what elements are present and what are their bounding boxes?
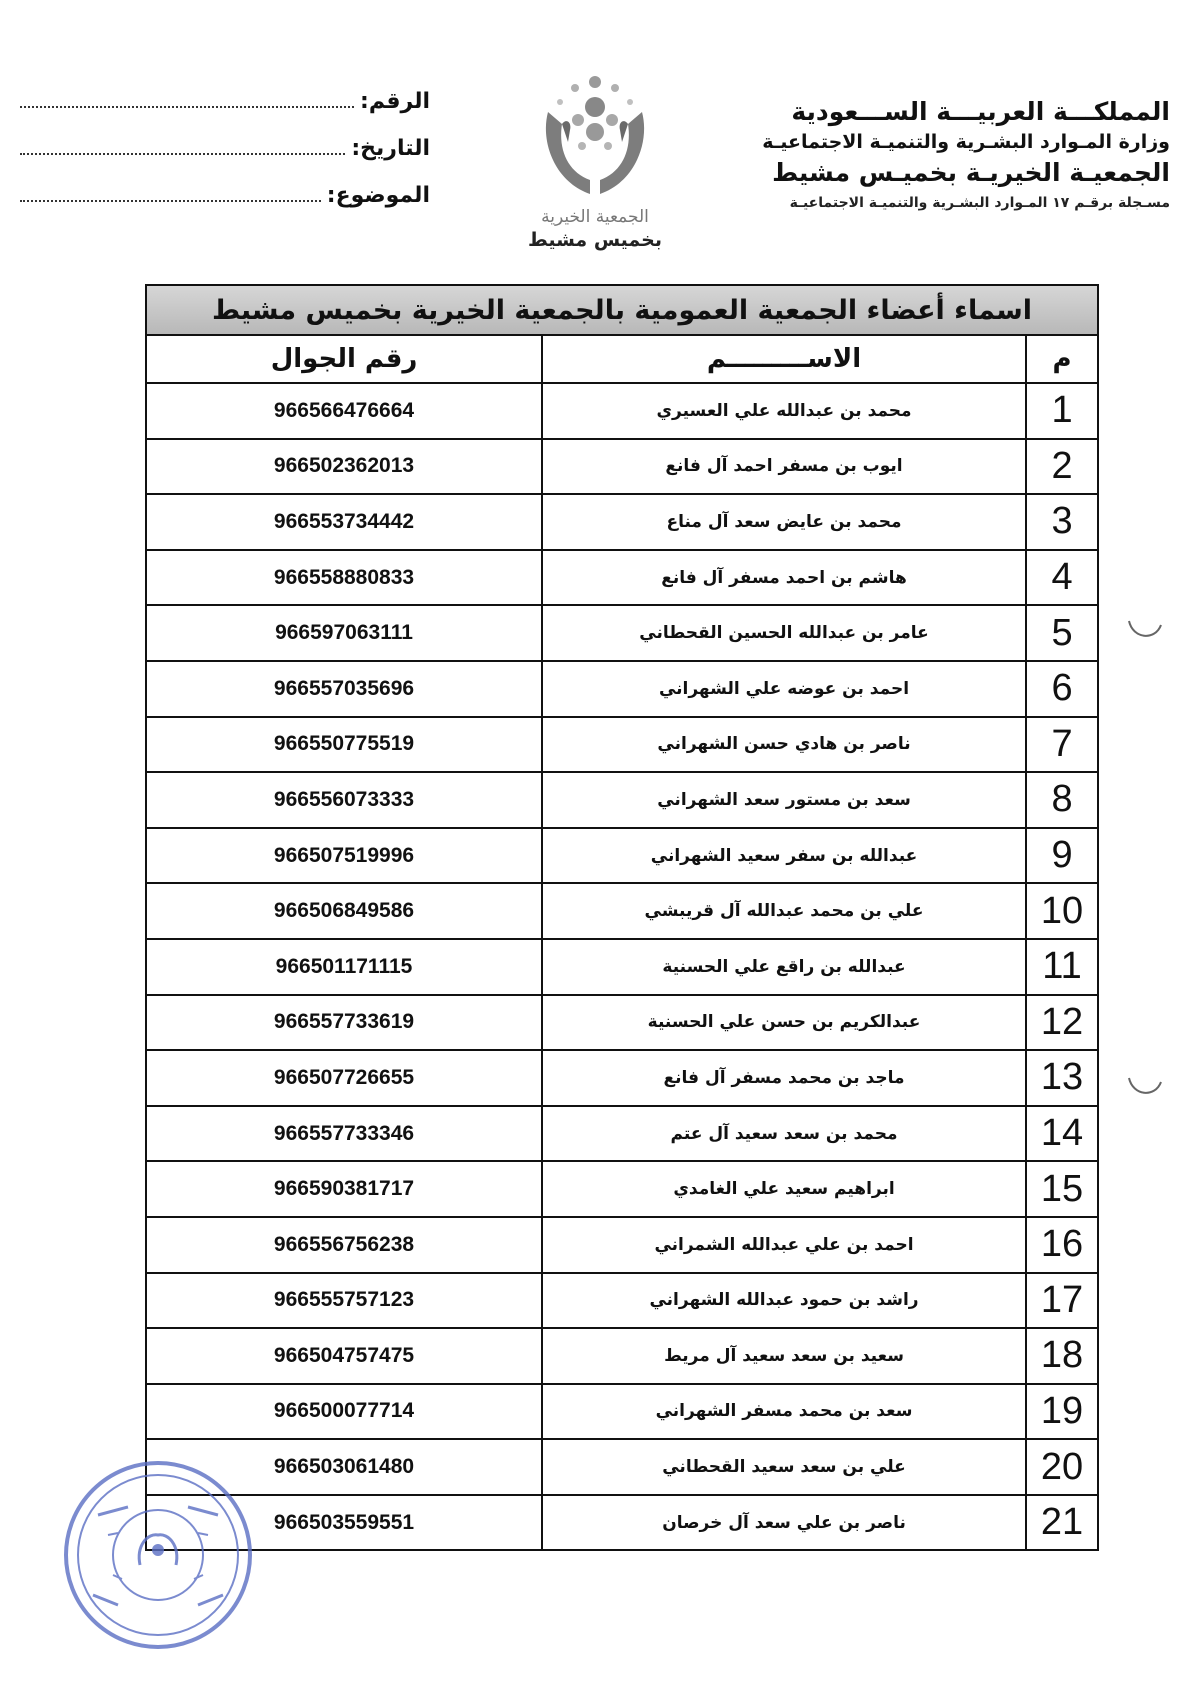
- table-row: [146, 605, 1098, 661]
- table-row: [146, 661, 1098, 717]
- row-number: 4: [1026, 550, 1098, 606]
- member-phone: 966555757123: [146, 1273, 542, 1329]
- member-name: ناصر بن علي سعد آل خرصان: [542, 1495, 1026, 1551]
- date-label: التاريخ:: [351, 136, 430, 161]
- row-number: 12: [1026, 995, 1098, 1051]
- number-dotted-line: [20, 88, 354, 108]
- member-name: عبدالكريم بن حسن علي الحسنية: [542, 995, 1026, 1051]
- date-field: [20, 135, 430, 182]
- member-name: ابراهيم سعيد علي الغامدي: [542, 1161, 1026, 1217]
- member-phone: 966557733346: [146, 1106, 542, 1162]
- registration-note: مسـجلة برقـم ١٧ المـوارد البشـرية والتنميـة الاجتماعيـة: [789, 195, 1170, 211]
- reference-fields: [20, 88, 430, 229]
- table-row: [146, 1273, 1098, 1329]
- row-number: 15: [1026, 1161, 1098, 1217]
- row-number: 11: [1026, 939, 1098, 995]
- table-row: [146, 439, 1098, 495]
- member-phone: 966553734442: [146, 494, 542, 550]
- member-name: عامر بن عبدالله الحسين القحطاني: [542, 605, 1026, 661]
- member-name: هاشم بن احمد مسفر آل فانع: [542, 550, 1026, 606]
- table-row: [146, 772, 1098, 828]
- table-row: [146, 1161, 1098, 1217]
- table-row: [146, 1050, 1098, 1106]
- member-phone: 966556073333: [146, 772, 542, 828]
- members-table: [145, 284, 1099, 1551]
- member-phone: 966550775519: [146, 717, 542, 773]
- member-name: عبدالله بن راقع علي الحسنية: [542, 939, 1026, 995]
- table-row: [146, 828, 1098, 884]
- row-number: 14: [1026, 1106, 1098, 1162]
- society-logo: [520, 72, 670, 257]
- punch-hole-mark-bottom: [1125, 1072, 1165, 1102]
- header-name: الاســـــــــم: [542, 335, 1026, 383]
- member-name: احمد بن عوضه علي الشهراني: [542, 661, 1026, 717]
- member-phone: 966502362013: [146, 439, 542, 495]
- number-label: الرقم:: [360, 89, 430, 114]
- row-number: 18: [1026, 1328, 1098, 1384]
- member-name: محمد بن سعد سعيد آل عتم: [542, 1106, 1026, 1162]
- table-body: [146, 383, 1098, 1550]
- row-number: 13: [1026, 1050, 1098, 1106]
- row-number: 6: [1026, 661, 1098, 717]
- member-phone: 966501171115: [146, 939, 542, 995]
- hands-logo-icon: [520, 72, 670, 212]
- official-stamp-icon: [58, 1455, 258, 1655]
- member-phone: 966500077714: [146, 1384, 542, 1440]
- header-phone: رقم الجوال: [146, 335, 542, 383]
- table-row: [146, 1106, 1098, 1162]
- table-row: [146, 939, 1098, 995]
- member-name: ايوب بن مسفر احمد آل فانع: [542, 439, 1026, 495]
- society-name: الجمعيـة الخيريـة بخميـس مشيط: [772, 158, 1170, 187]
- number-field: [20, 88, 430, 135]
- member-name: راشد بن حمود عبدالله الشهراني: [542, 1273, 1026, 1329]
- member-phone: 966506849586: [146, 883, 542, 939]
- member-name: محمد بن عبدالله علي العسيري: [542, 383, 1026, 439]
- member-phone: 966556756238: [146, 1217, 542, 1273]
- member-name: ناصر بن هادي حسن الشهراني: [542, 717, 1026, 773]
- subject-field: [20, 182, 430, 229]
- member-phone: 966507519996: [146, 828, 542, 884]
- member-phone: 966557733619: [146, 995, 542, 1051]
- table-row: [146, 717, 1098, 773]
- member-phone: 966503061480: [146, 1439, 542, 1495]
- row-number: 3: [1026, 494, 1098, 550]
- member-name: احمد بن علي عبدالله الشمراني: [542, 1217, 1026, 1273]
- member-name: ماجد بن محمد مسفر آل فانع: [542, 1050, 1026, 1106]
- member-phone: 966590381717: [146, 1161, 542, 1217]
- table-row: [146, 494, 1098, 550]
- table-header-row: [146, 335, 1098, 383]
- table-row: [146, 995, 1098, 1051]
- row-number: 10: [1026, 883, 1098, 939]
- member-name: سعد بن محمد مسفر الشهراني: [542, 1384, 1026, 1440]
- table-row: [146, 883, 1098, 939]
- table-row: [146, 1439, 1098, 1495]
- table-row: [146, 1217, 1098, 1273]
- member-name: محمد بن عايض سعد آل مناع: [542, 494, 1026, 550]
- member-phone: 966503559551: [146, 1495, 542, 1551]
- row-number: 17: [1026, 1273, 1098, 1329]
- punch-hole-mark-top: [1125, 615, 1165, 645]
- row-number: 16: [1026, 1217, 1098, 1273]
- table-row: [146, 1384, 1098, 1440]
- member-phone: 966566476664: [146, 383, 542, 439]
- member-name: عبدالله بن سفر سعيد الشهراني: [542, 828, 1026, 884]
- member-name: علي بن سعد سعيد القحطاني: [542, 1439, 1026, 1495]
- header-num: م: [1026, 335, 1098, 383]
- table-row: [146, 550, 1098, 606]
- table-row: [146, 1328, 1098, 1384]
- table-row: [146, 383, 1098, 439]
- table-row: [146, 1495, 1098, 1551]
- member-name: سعيد بن سعد سعيد آل مريط: [542, 1328, 1026, 1384]
- row-number: 9: [1026, 828, 1098, 884]
- row-number: 7: [1026, 717, 1098, 773]
- logo-text-city: بخميس مشيط: [528, 229, 662, 251]
- table-title-row: [146, 285, 1098, 335]
- row-number: 8: [1026, 772, 1098, 828]
- member-phone: 966504757475: [146, 1328, 542, 1384]
- member-name: علي بن محمد عبدالله آل قريبشي: [542, 883, 1026, 939]
- kingdom-name: المملكـــة العربيـــة الســـعودية: [791, 97, 1170, 126]
- row-number: 21: [1026, 1495, 1098, 1551]
- member-phone: 966557035696: [146, 661, 542, 717]
- row-number: 19: [1026, 1384, 1098, 1440]
- subject-dotted-line: [20, 182, 321, 202]
- row-number: 20: [1026, 1439, 1098, 1495]
- date-dotted-line: [20, 135, 345, 155]
- member-phone: 966507726655: [146, 1050, 542, 1106]
- ministry-name: وزارة المـوارد البشـرية والتنميـة الاجتماعيـة: [762, 131, 1170, 153]
- logo-text-society: الجمعية الخيرية: [541, 207, 649, 227]
- header-right: [700, 95, 1170, 215]
- member-phone: 966558880833: [146, 550, 542, 606]
- subject-label: الموضوع:: [326, 183, 430, 208]
- row-number: 1: [1026, 383, 1098, 439]
- row-number: 2: [1026, 439, 1098, 495]
- member-phone: 966597063111: [146, 605, 542, 661]
- row-number: 5: [1026, 605, 1098, 661]
- member-name: سعد بن مستور سعد الشهراني: [542, 772, 1026, 828]
- table-title: اسماء أعضاء الجمعية العمومية بالجمعية الخيرية بخميس مشيط: [146, 285, 1098, 335]
